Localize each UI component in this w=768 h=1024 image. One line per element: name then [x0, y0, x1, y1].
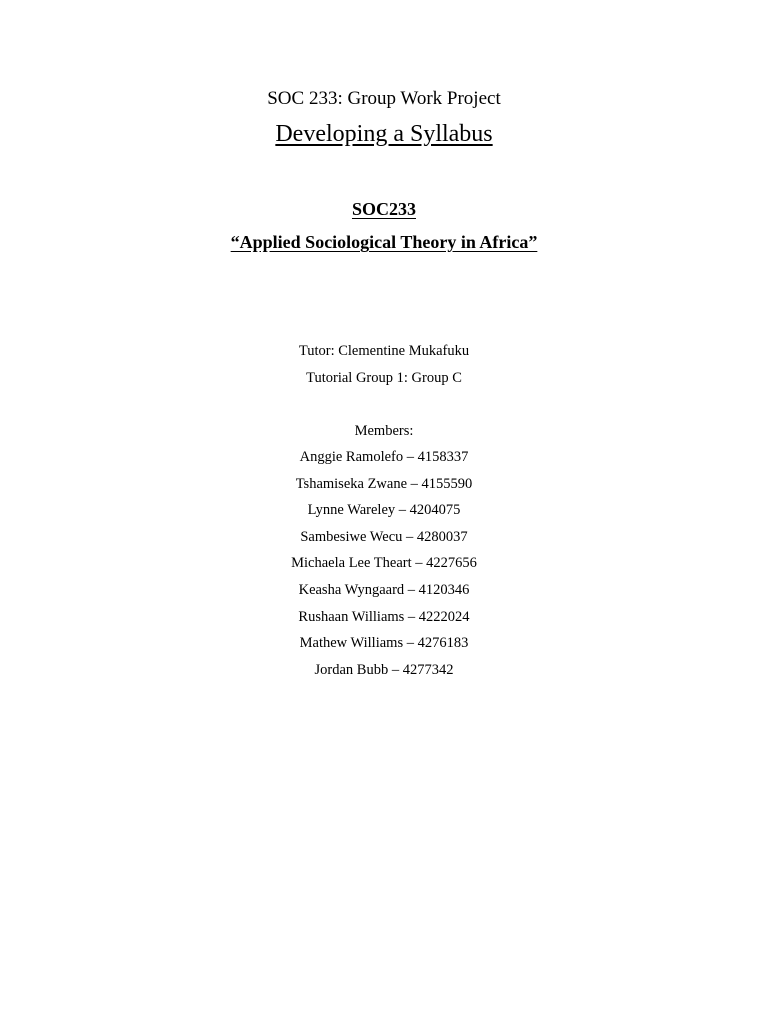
- member-item: Sambesiwe Wecu – 4280037: [300, 528, 468, 545]
- member-item: Tshamiseka Zwane – 4155590: [295, 475, 473, 492]
- tutorial-group-line: Tutorial Group 1: Group C: [306, 370, 462, 386]
- members-heading: Members:: [354, 423, 414, 439]
- member-item: Jordan Bubb – 4277342: [314, 661, 454, 678]
- course-code: SOC233: [351, 199, 416, 219]
- member-item: Lynne Wareley – 4204075: [307, 502, 461, 519]
- course-name: “Applied Sociological Theory in Africa”: [230, 232, 538, 252]
- member-item: Rushaan Williams – 4222024: [298, 608, 470, 625]
- member-item: Keasha Wyngaard – 4120346: [298, 581, 470, 598]
- tutor-line: Tutor: Clementine Mukafuku: [298, 343, 470, 359]
- member-item: Mathew Williams – 4276183: [299, 635, 469, 652]
- members-list: [0, 448, 768, 687]
- member-item: Anggie Ramolefo – 4158337: [299, 449, 469, 465]
- member-item: Michaela Lee Theart – 4227656: [291, 555, 477, 572]
- document-title: Developing a Syllabus: [275, 121, 493, 147]
- course-line: SOC 233: Group Work Project: [267, 88, 501, 109]
